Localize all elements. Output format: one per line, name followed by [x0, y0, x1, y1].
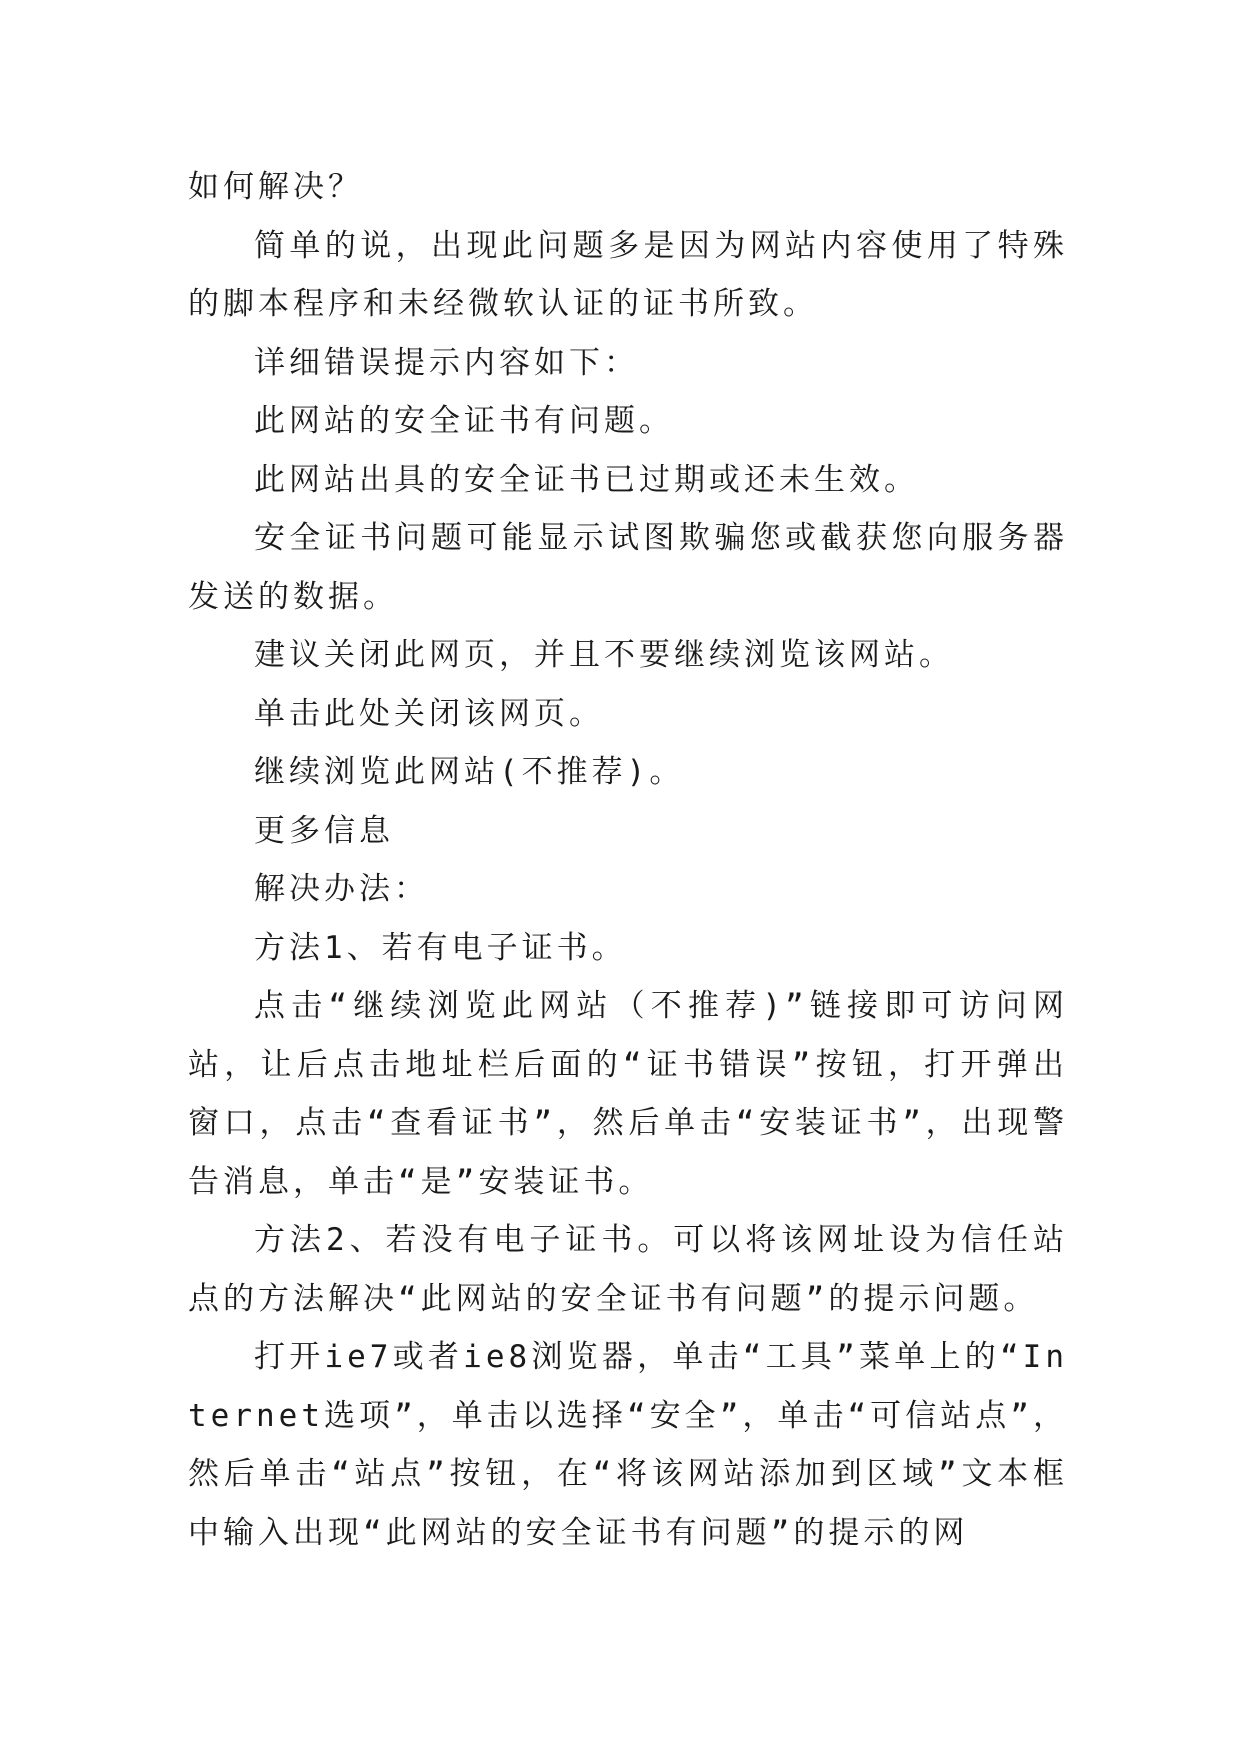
paragraph: 此网站的安全证书有问题。 [254, 403, 674, 439]
paragraph: 安全证书问题可能显示试图欺骗您或截获您向服务器发送的数据。 [188, 520, 1068, 615]
paragraph: 方法1、若有电子证书。 [254, 929, 627, 966]
paragraph: 建议关闭此网页，并且不要继续浏览该网站。 [254, 637, 954, 673]
paragraph: 打开ie7或者ie8浏览器，单击“工具”菜单上的“Internet选项”，单击以选择“安全”，单击“可信站点”，然后单击“站点”按钮，在“将该网站添加到区域”文本框中输入出现“此网站的安全证书有问题”的提示的网 [188, 1339, 1068, 1551]
paragraph: 单击此处关闭该网页。 [254, 695, 604, 732]
paragraph: 点击“继续浏览此网站（不推荐)”链接即可访问网站，让后点击地址栏后面的“证书错误”按钮，打开弹出窗口，点击“查看证书”，然后单击“安装证书”，出现警告消息，单击“是”安装证书。 [188, 988, 1068, 1200]
paragraph: 此网站出具的安全证书已过期或还未生效。 [254, 461, 919, 498]
paragraph: 方法2、若没有电子证书。可以将该网址设为信任站点的方法解决“此网站的安全证书有问题”的提示问题。 [188, 1222, 1068, 1317]
paragraph: 继续浏览此网站(不推荐)。 [254, 754, 685, 790]
paragraph: 更多信息 [254, 812, 394, 849]
paragraph: 详细错误提示内容如下： [254, 344, 639, 381]
paragraph-heading: 如何解决？ [188, 169, 363, 205]
document-page [188, 158, 1068, 1562]
paragraph: 简单的说，出现此问题多是因为网站内容使用了特殊的脚本程序和未经微软认证的证书所致。 [188, 227, 1068, 322]
paragraph: 解决办法： [254, 871, 429, 907]
